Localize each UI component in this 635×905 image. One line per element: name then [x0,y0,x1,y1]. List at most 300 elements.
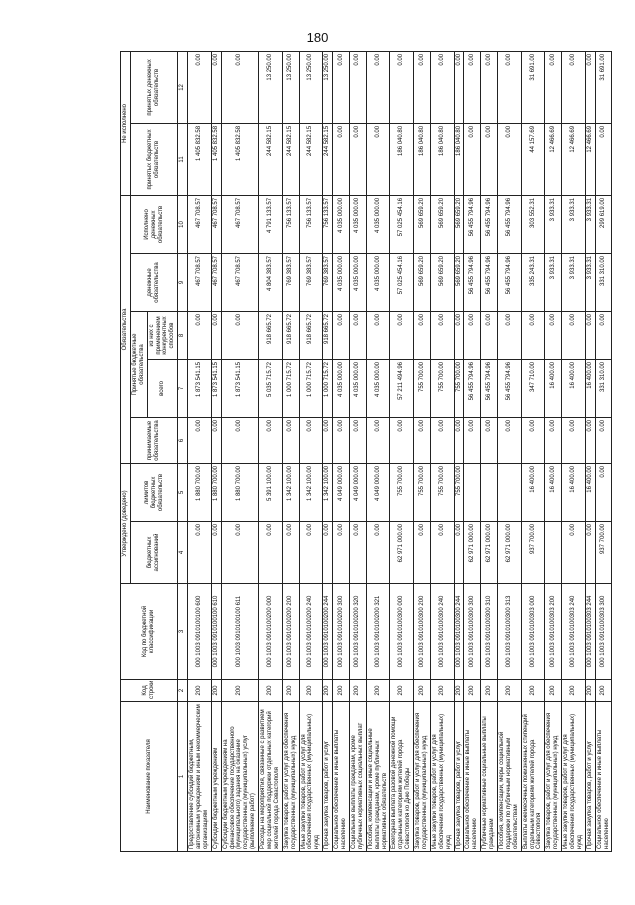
column-number: 3 [178,584,188,680]
row-accepted-total: 57 211 494.96 [390,359,414,417]
header-approved: Утверждено (доведено) [121,463,131,583]
row-code-line: 200 [497,680,521,702]
row-budget-allocations: 0.00 [414,522,431,584]
header-incl-competitive: из них с применением конкурентных способов [147,311,178,359]
column-number: 1 [178,702,188,852]
row-budget-code: 000 1003 0910100200 321 [366,584,390,680]
row-name: Закупка товаров, работ и услуг для обеспечения государственных (муниципальных) нужд [414,702,431,852]
row-budget-limits [464,463,481,521]
row-executed: 56 455 794.96 [497,195,521,253]
row-monetary: 3 933.31 [585,253,595,311]
row-executed: 569 659.20 [414,195,431,253]
row-budget-allocations: 0.00 [349,522,366,584]
row-executed: 756 133.57 [323,195,333,253]
row-budget-allocations: 0.00 [333,522,350,584]
row-code-line: 200 [333,680,350,702]
row-accepted: 0.00 [259,417,283,463]
header-budget-allocations: бюджетных ассигнований [130,522,177,584]
row-unexecuted-monetary: 0.00 [333,51,350,123]
column-number: 10 [178,195,188,253]
row-accepted: 0.00 [545,417,562,463]
row-executed: 467 708.57 [188,195,212,253]
row-accepted-total: 755 700.00 [454,359,464,417]
row-accepted-total: 16 400.00 [562,359,586,417]
row-budget-limits: 755 700.00 [390,463,414,521]
row-budget-code: 000 1003 0910100300 313 [497,584,521,680]
row-accepted: 0.00 [430,417,454,463]
row-competitive: 0.00 [562,311,586,359]
row-name: Публичные нормативные социальные выплаты гражданам [481,702,498,852]
row-unexecuted-monetary: 13 250.00 [282,51,299,123]
row-unexecuted-budget: 244 582.15 [323,123,333,195]
row-monetary: 467 708.57 [188,253,212,311]
row-budget-allocations: 937 700.00 [595,522,612,584]
header-monetary-oblig: принятых денежных обязательств [130,51,177,123]
row-budget-limits: 1 342 100.00 [323,463,333,521]
table-body [188,51,612,851]
row-unexecuted-monetary: 13 250.00 [299,51,323,123]
header-accepted-budget: Принятые бюджетные обязательства [130,311,147,417]
row-accepted: 0.00 [497,417,521,463]
row-code-line: 200 [454,680,464,702]
row-monetary: 3 933.31 [562,253,586,311]
row-budget-limits: 1 880 700.00 [221,463,258,521]
row-monetary: 769 383.57 [299,253,323,311]
row-unexecuted-budget: 12 466.69 [562,123,586,195]
row-accepted: 0.00 [211,417,221,463]
row-code-line: 200 [221,680,258,702]
row-accepted-total: 56 455 794.96 [464,359,481,417]
column-number: 4 [178,522,188,584]
row-code-line: 200 [585,680,595,702]
row-unexecuted-budget: 0.00 [481,123,498,195]
row-unexecuted-monetary: 0.00 [414,51,431,123]
row-competitive: 918 665.72 [282,311,299,359]
table-row [481,51,498,851]
header-budget-code: Код по бюджетной классификации [121,584,178,680]
row-name: Социальное обеспечение и иные выплаты населению [333,702,350,852]
row-competitive: 0.00 [595,311,612,359]
header-budget-limits: лимитов бюджетных обязательств [130,463,177,521]
row-budget-allocations: 62 971 000.00 [481,522,498,584]
row-monetary: 467 708.57 [221,253,258,311]
row-budget-limits: 16 400.00 [545,463,562,521]
row-budget-limits: 0.00 [595,463,612,521]
row-budget-code: 000 1003 0910100300 244 [454,584,464,680]
row-accepted: 0.00 [585,417,595,463]
row-unexecuted-budget: 0.00 [464,123,481,195]
row-executed: 299 619.00 [595,195,612,253]
row-name: Прочая закупка товаров, работ и услуг [585,702,595,852]
header-obligations: Обязательства [121,195,131,463]
row-executed: 4 035 000.00 [333,195,350,253]
row-accepted-total: 1 000 715.72 [282,359,299,417]
row-budget-limits: 1 880 700.00 [188,463,212,521]
header-total: всего [147,359,178,417]
row-accepted: 0.00 [349,417,366,463]
row-accepted: 0.00 [562,417,586,463]
row-accepted-total: 4 035 000.00 [333,359,350,417]
row-code-line: 200 [299,680,323,702]
row-unexecuted-budget: 0.00 [497,123,521,195]
row-budget-code: 000 1003 0910100300 300 [464,584,481,680]
row-unexecuted-budget: 244 582.15 [282,123,299,195]
row-budget-limits: 16 400.00 [585,463,595,521]
row-competitive: 918 665.72 [323,311,333,359]
row-budget-allocations: 62 971 000.00 [497,522,521,584]
row-accepted: 0.00 [595,417,612,463]
row-name: Иные закупки товаров, работ и услуг для обеспечения государственных (муниципальных) нужд [562,702,586,852]
row-executed: 756 133.57 [299,195,323,253]
row-executed: 3 933.31 [585,195,595,253]
table-row [595,51,612,851]
row-code-line: 200 [414,680,431,702]
row-competitive: 0.00 [221,311,258,359]
row-accepted-total: 347 710.00 [521,359,545,417]
table-row [545,51,562,851]
row-competitive: 0.00 [545,311,562,359]
table-row [323,51,333,851]
row-unexecuted-monetary: 0.00 [562,51,586,123]
row-name: Иные закупки товаров, работ и услуг для обеспечения государственных (муниципальных) нужд [299,702,323,852]
row-unexecuted-monetary: 0.00 [454,51,464,123]
row-executed: 3 933.31 [545,195,562,253]
row-budget-code: 000 1003 0910100100 610 [211,584,221,680]
row-code-line: 200 [211,680,221,702]
row-budget-allocations [545,522,562,584]
row-monetary: 57 025 454.16 [390,253,414,311]
row-monetary: 4 035 000.00 [366,253,390,311]
row-accepted-total: 56 455 794.96 [497,359,521,417]
rotated-table-container [120,52,610,852]
table-row [299,51,323,851]
row-accepted: 0.00 [188,417,212,463]
row-executed: 569 659.20 [454,195,464,253]
row-accepted: 0.00 [221,417,258,463]
row-executed: 569 659.20 [430,195,454,253]
row-unexecuted-monetary: 31 691.00 [521,51,545,123]
row-budget-limits: 755 700.00 [430,463,454,521]
row-code-line: 200 [323,680,333,702]
header-accepted: принимаемые обязательства [130,417,177,463]
row-budget-allocations: 0.00 [585,522,595,584]
row-budget-allocations: 0.00 [282,522,299,584]
row-name: Расходы на мероприятия, связанные с развитием мер социальной поддержки отдельных категорий жителей города Севастополя [259,702,283,852]
row-accepted: 0.00 [366,417,390,463]
row-accepted: 0.00 [454,417,464,463]
column-number-row [178,51,188,851]
row-unexecuted-budget: 186 040.80 [414,123,431,195]
row-unexecuted-budget: 12 466.69 [585,123,595,195]
table-row [349,51,366,851]
row-accepted-total: 1 873 541.15 [188,359,212,417]
row-code-line: 200 [188,680,212,702]
row-budget-allocations: 62 971 000.00 [464,522,481,584]
table-row [562,51,586,851]
header-unexecuted: Не исполнено [121,51,131,195]
table-row [221,51,258,851]
row-name: Прочая закупка товаров, работ и услуг [323,702,333,852]
row-unexecuted-budget: 1 405 832.58 [211,123,221,195]
row-unexecuted-monetary: 0.00 [464,51,481,123]
row-monetary: 4 035 000.00 [333,253,350,311]
row-accepted-total: 5 035 715.72 [259,359,283,417]
row-competitive: 0.00 [414,311,431,359]
row-name: Социальные выплаты гражданам, кроме публичных нормативных социальных выплат [349,702,366,852]
row-monetary: 3 933.31 [545,253,562,311]
row-executed: 756 133.57 [282,195,299,253]
column-number: 12 [178,51,188,123]
row-budget-limits: 16 400.00 [521,463,545,521]
row-unexecuted-monetary: 0.00 [481,51,498,123]
header-code-line: Код строки [121,680,178,702]
table-row [414,51,431,851]
row-budget-code: 000 1003 0910100200 244 [323,584,333,680]
row-name: Субсидии бюджетным учреждениям на финансовое обеспечение государственного (муниципального) задания на оказание государственных (муниципальных) услуг (выполнение работ) [221,702,258,852]
row-name: Выплаты ежемесячных пожизненных стипендий отдельным категориям жителей города Севастополя [521,702,545,852]
column-number: 9 [178,253,188,311]
row-competitive: 918 665.72 [299,311,323,359]
row-competitive: 0.00 [211,311,221,359]
row-budget-limits [497,463,521,521]
row-accepted-total: 16 400.00 [545,359,562,417]
row-unexecuted-monetary: 0.00 [585,51,595,123]
row-competitive: 0.00 [390,311,414,359]
row-competitive: 0.00 [188,311,212,359]
row-competitive: 0.00 [585,311,595,359]
row-accepted: 0.00 [323,417,333,463]
row-competitive: 0.00 [349,311,366,359]
row-accepted-total: 4 035 000.00 [366,359,390,417]
row-unexecuted-budget: 186 040.80 [390,123,414,195]
table-row [211,51,221,851]
table-row [282,51,299,851]
row-accepted: 0.00 [464,417,481,463]
row-budget-limits: 1 880 700.00 [211,463,221,521]
budget-execution-table [120,51,612,852]
row-budget-limits: 1 342 100.00 [282,463,299,521]
row-budget-allocations: 0.00 [454,522,464,584]
page-number: 180 [306,30,329,45]
row-code-line: 200 [562,680,586,702]
row-unexecuted-budget: 186 040.80 [454,123,464,195]
row-unexecuted-monetary: 0.00 [545,51,562,123]
row-unexecuted-monetary: 0.00 [349,51,366,123]
table-row [464,51,481,851]
row-competitive: 0.00 [481,311,498,359]
row-accepted: 0.00 [299,417,323,463]
row-competitive: 918 665.72 [259,311,283,359]
row-unexecuted-budget: 0.00 [595,123,612,195]
row-monetary: 467 708.57 [211,253,221,311]
header-monetary: денежные обязательства [130,253,177,311]
column-number: 5 [178,463,188,521]
row-budget-allocations: 937 700.00 [521,522,545,584]
row-accepted-total: 4 035 000.00 [349,359,366,417]
row-monetary: 56 455 794.96 [497,253,521,311]
row-budget-code: 000 1003 0910100100 611 [221,584,258,680]
row-budget-code: 000 1003 0910100300 200 [414,584,431,680]
table-row [333,51,350,851]
table-row [430,51,454,851]
row-budget-allocations: 0.00 [259,522,283,584]
row-executed: 3 933.31 [562,195,586,253]
row-budget-allocations: 0.00 [366,522,390,584]
row-budget-limits: 1 342 100.00 [299,463,323,521]
row-budget-allocations: 0.00 [221,522,258,584]
row-budget-limits: 5 391 100.00 [259,463,283,521]
row-accepted: 0.00 [333,417,350,463]
row-unexecuted-budget: 244 582.15 [259,123,283,195]
row-code-line: 200 [521,680,545,702]
row-budget-code: 000 1003 0910100303 200 [545,584,562,680]
row-monetary: 4 035 000.00 [349,253,366,311]
row-accepted: 0.00 [481,417,498,463]
row-code-line: 200 [390,680,414,702]
row-budget-code: 000 1003 0910100200 320 [349,584,366,680]
row-unexecuted-budget: 1 405 832.58 [188,123,212,195]
column-number: 8 [178,311,188,359]
row-code-line: 200 [282,680,299,702]
row-budget-limits: 4 049 000.00 [333,463,350,521]
row-name: Пособия, компенсации, меры социальной поддержки по публичным нормативным обязательствам [497,702,521,852]
row-unexecuted-monetary: 0.00 [497,51,521,123]
row-accepted: 0.00 [414,417,431,463]
row-unexecuted-budget: 1 405 832.58 [221,123,258,195]
row-budget-allocations: 62 971 000.00 [390,522,414,584]
row-name: Субсидии бюджетным учреждениям [211,702,221,852]
row-monetary: 56 455 794.96 [464,253,481,311]
row-name: Закупка товаров, работ и услуг для обеспечения государственных (муниципальных) нужд [282,702,299,852]
column-number: 11 [178,123,188,195]
row-monetary: 769 383.57 [282,253,299,311]
row-code-line: 200 [464,680,481,702]
table-row [188,51,212,851]
row-executed: 4 035 000.00 [366,195,390,253]
row-competitive: 0.00 [464,311,481,359]
row-budget-code: 000 1003 0910100303 240 [562,584,586,680]
row-unexecuted-monetary: 13 250.00 [259,51,283,123]
row-budget-code: 000 1003 0910100303 244 [585,584,595,680]
row-code-line: 200 [366,680,390,702]
row-unexecuted-budget: 12 466.69 [545,123,562,195]
row-unexecuted-budget: 186 040.80 [430,123,454,195]
row-monetary: 335 243.31 [521,253,545,311]
row-unexecuted-monetary: 13 250.00 [323,51,333,123]
row-executed: 57 025 454.16 [390,195,414,253]
row-budget-limits: 16 400.00 [562,463,586,521]
row-code-line: 200 [545,680,562,702]
table-row [454,51,464,851]
row-accepted: 0.00 [390,417,414,463]
table-row [585,51,595,851]
row-executed: 4 035 000.00 [349,195,366,253]
row-code-line: 200 [349,680,366,702]
row-budget-code: 000 1003 0910100100 600 [188,584,212,680]
row-accepted-total: 1 000 715.72 [323,359,333,417]
row-accepted-total: 755 700.00 [414,359,431,417]
row-executed: 56 455 794.96 [481,195,498,253]
row-monetary: 4 804 383.57 [259,253,283,311]
row-executed: 4 791 133.57 [259,195,283,253]
row-budget-allocations: 0.00 [562,522,586,584]
row-budget-limits: 4 049 000.00 [349,463,366,521]
row-competitive: 0.00 [333,311,350,359]
row-accepted-total: 56 455 794.96 [481,359,498,417]
row-monetary: 569 659.20 [454,253,464,311]
table-row [497,51,521,851]
row-unexecuted-budget: 0.00 [349,123,366,195]
row-name: Ежегодная выплата разовой денежной помощи отдельным категориям жителей города Севастополя ко Дню Победы [390,702,414,852]
row-unexecuted-budget: 0.00 [333,123,350,195]
row-name: Социальное обеспечение и иные выплаты населению [464,702,481,852]
table-row [521,51,545,851]
row-unexecuted-monetary: 0.00 [221,51,258,123]
row-accepted-total: 1 873 541.15 [221,359,258,417]
table-row [366,51,390,851]
row-competitive: 0.00 [497,311,521,359]
row-budget-code: 000 1003 0910100303 300 [595,584,612,680]
row-unexecuted-monetary: 0.00 [211,51,221,123]
row-budget-code: 000 1003 0910100200 240 [299,584,323,680]
row-unexecuted-monetary: 0.00 [430,51,454,123]
row-executed: 467 708.57 [211,195,221,253]
row-accepted-total: 331 310.00 [595,359,612,417]
row-competitive: 0.00 [366,311,390,359]
row-name: Пособия, компенсации и иные социальные выплаты гражданам, кроме публичных нормативных обязательств [366,702,390,852]
row-budget-allocations: 0.00 [323,522,333,584]
row-code-line: 200 [481,680,498,702]
row-budget-code: 000 1003 0910100300 240 [430,584,454,680]
row-code-line: 200 [430,680,454,702]
row-name: Закупка товаров, работ и услуг для обеспечения государственных (муниципальных) нужд [545,702,562,852]
row-competitive: 0.00 [430,311,454,359]
row-unexecuted-monetary: 0.00 [188,51,212,123]
row-budget-allocations: 0.00 [430,522,454,584]
row-monetary: 331 310.00 [595,253,612,311]
header-name: Наименование показателя [121,702,178,852]
row-code-line: 200 [595,680,612,702]
column-number: 6 [178,417,188,463]
rotated-table-area [120,52,610,852]
row-budget-code: 000 1003 0910100200 000 [259,584,283,680]
row-accepted-total: 1 000 715.72 [299,359,323,417]
row-budget-allocations: 0.00 [299,522,323,584]
row-budget-limits: 4 049 000.00 [366,463,390,521]
row-competitive: 0.00 [521,311,545,359]
header-executed: Исполнено денежных обязательств [130,195,177,253]
row-name: Прочая закупка товаров, работ и услуг [454,702,464,852]
header-accepted-budget-oblig: принятых бюджетных обязательств [130,123,177,195]
row-budget-code: 000 1003 0910100300 000 [390,584,414,680]
table-row [390,51,414,851]
row-budget-allocations: 0.00 [211,522,221,584]
row-unexecuted-monetary: 31 691.00 [595,51,612,123]
row-budget-limits [481,463,498,521]
row-budget-code: 000 1003 0910100303 000 [521,584,545,680]
row-monetary: 769 383.57 [323,253,333,311]
row-monetary: 569 659.20 [414,253,431,311]
row-budget-code: 000 1003 0910100200 300 [333,584,350,680]
row-unexecuted-monetary: 0.00 [366,51,390,123]
row-executed: 303 552.31 [521,195,545,253]
row-unexecuted-budget: 244 582.15 [299,123,323,195]
row-accepted-total: 1 873 541.15 [211,359,221,417]
row-budget-limits: 755 700.00 [414,463,431,521]
row-name: Предоставление субсидий бюджетным, автономным учреждениям и иным некоммерческим организациям [188,702,212,852]
row-accepted-total: 755 700.00 [430,359,454,417]
row-accepted: 0.00 [521,417,545,463]
